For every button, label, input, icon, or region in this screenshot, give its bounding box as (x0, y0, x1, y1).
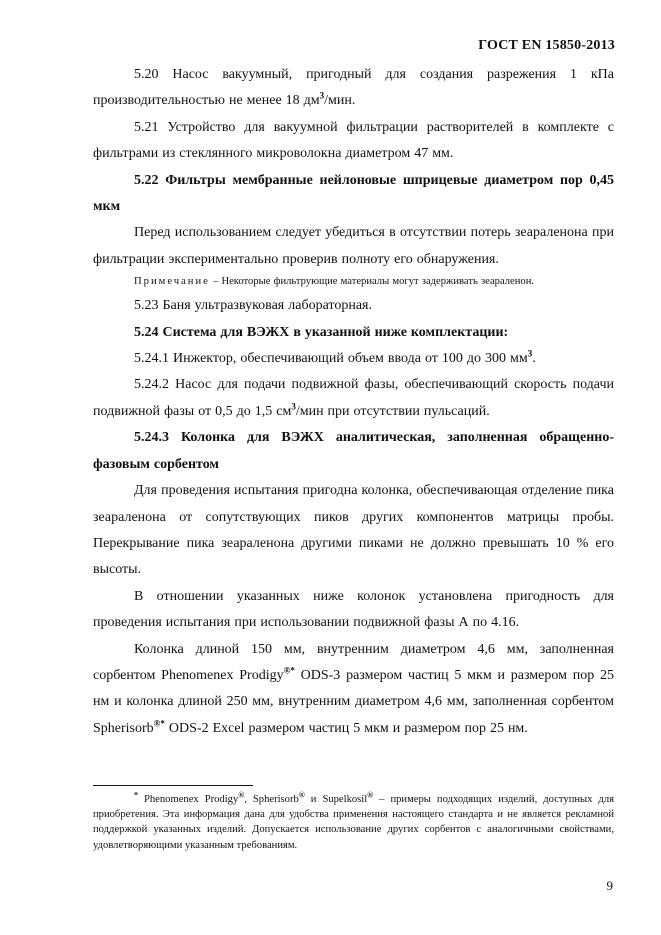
note (93, 271, 614, 293)
paragraph-text: 5.20 Насос вакуумный, пригодный для создания разрежения 1 кПа производительностью не менее 18 дм (93, 67, 614, 109)
page-number: 9 (606, 878, 613, 893)
registered-mark: ®* (283, 665, 295, 676)
paragraph-text: 5.24.2 Насос для подачи подвижной фазы, обеспечивающий скорость подачи подвижной фазы от 0,5 до 1,5 см (93, 377, 614, 419)
note-label: Примечание (134, 276, 210, 288)
heading-5-24: 5.24 Система для ВЭЖХ в указанной ниже комплектации: (134, 324, 509, 340)
registered-mark: ® (367, 790, 374, 800)
standard-designation: ГОСТ EN 15850-2013 (478, 38, 615, 53)
heading-5-24-3: 5.24.3 Колонка для ВЭЖХ аналитическая, заполненная обращенно-фазовым сорбентом (93, 430, 614, 472)
footnote-text: , Spherisorb (244, 794, 299, 805)
footnote-text: – примеры подходящих изделий, доступных для приобретения. Эта информация дана для удобства применения настоящего стандарта и не является рекламной поддержкой указанных изделий. Допускается использование других сорбентов с аналогичными свойствами, удовлетворяющими указанным требованиям. (93, 794, 614, 851)
registered-mark: ® (298, 790, 305, 800)
paragraph-text: ODS-2 Excel размером частиц 5 мкм и размером пор 25 нм. (164, 720, 528, 736)
footnote (93, 792, 614, 853)
paragraph-text: /мин. (324, 93, 356, 109)
paragraph-column-requirement: Для проведения испытания пригодна колонка, обеспечивающая отделение пика зеараленона от сопутствующих пиков других компонентов матрицы пробы. Перекрывание пика зеараленона другими пиками не должно превышать 10 % его высоты. (93, 483, 614, 578)
paragraph-5-23: 5.23 Баня ультразвуковая лабораторная. (134, 298, 372, 314)
footnote-divider (93, 785, 253, 786)
paragraph-5-20 (93, 62, 614, 115)
paragraph-5-21: 5.21 Устройство для вакуумной фильтрации растворителей в комплекте с фильтрами из стеклянного микроволокна диаметром 47 мм. (93, 119, 614, 162)
paragraph-text: /мин при отсутствии пульсаций. (295, 403, 490, 419)
paragraph-5-24-2 (93, 372, 614, 425)
paragraph-text: . (532, 351, 536, 367)
superscript: 3 (291, 401, 296, 412)
paragraph-text: 5.24.1 Инжектор, обеспечивающий объем ввода от 100 до 300 мм (134, 351, 528, 367)
main-text (93, 62, 614, 742)
superscript: 3 (319, 90, 325, 101)
paragraph-text: Колонка длиной 150 мм, внутренним диаметром 4,6 мм, заполненная сорбентом Phenomenex Prodigy (93, 641, 614, 683)
heading-5-22: 5.22 Фильтры мембранные нейлоновые шприцевые диаметром пор 0,45 мкм (93, 172, 614, 215)
paragraph-column-suitability: В отношении указанных ниже колонок установлена пригодность для проведения испытания при использовании подвижной фазы А по 4.16. (93, 588, 614, 631)
paragraph-5-22-body: Перед использованием следует убедиться в отсутствии потерь зеараленона при фильтрации экспериментально проверив полноту его обнаружения. (93, 225, 614, 267)
registered-mark: ® (238, 790, 245, 800)
registered-mark: ®* (153, 718, 165, 729)
paragraph-5-24-1 (93, 346, 614, 372)
footnote-text: и Supelkosil (304, 794, 368, 805)
paragraph-column-examples (93, 637, 614, 743)
superscript: 3 (527, 348, 533, 359)
footnote-marker: * (134, 790, 138, 800)
paragraph-text: ODS-3 размером частиц 5 мкм и размером пор 25 нм и колонка длиной 250 мм, внутренним диаметром 4,6 мм, заполненная сорбентом Spherisorb (93, 667, 615, 736)
note-text: – Некоторые фильтрующие материалы могут задерживать зеараленон. (209, 276, 535, 288)
footnote-text: Phenomenex Prodigy (138, 794, 239, 805)
